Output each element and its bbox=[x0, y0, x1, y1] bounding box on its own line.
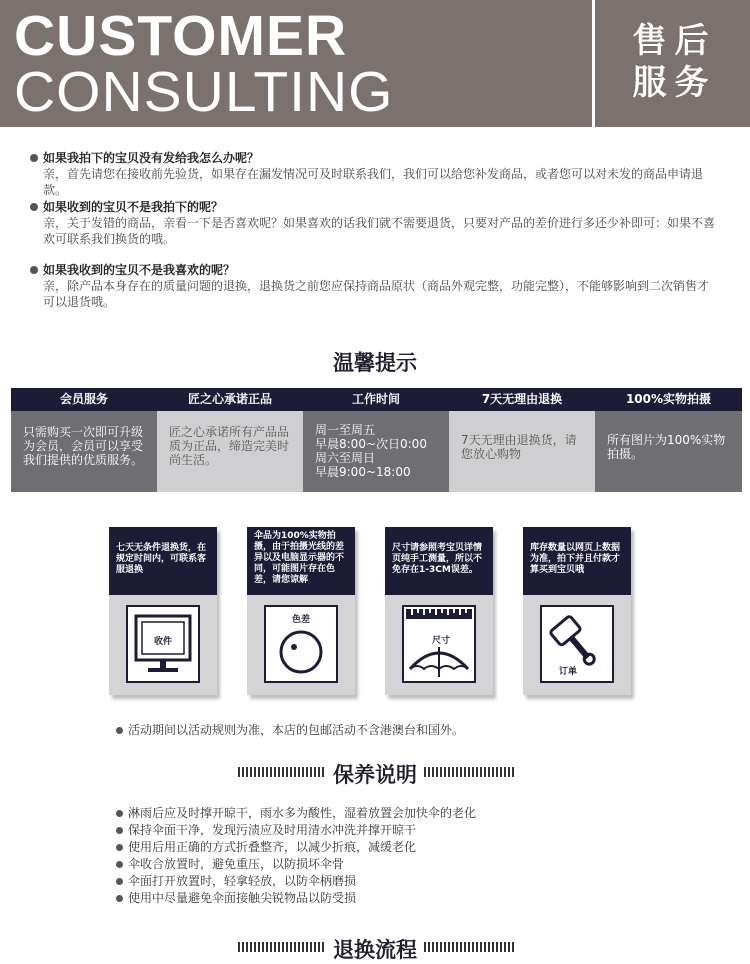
faq-item bbox=[30, 199, 720, 247]
tip-body: 7天无理由退换货，请您放心购物 bbox=[449, 411, 595, 492]
header-cn-line2: 服务 bbox=[632, 63, 717, 103]
tip-column bbox=[449, 388, 595, 492]
stamp-icon bbox=[540, 605, 614, 683]
card-text: 尺寸请参照考宝贝详情页纯手工测量，所以不免存在1-3CM误差。 bbox=[385, 527, 493, 595]
title-decoration-right bbox=[424, 767, 516, 777]
faq-question: 如果我拍下的宝贝没有发给我怎么办呢？ bbox=[30, 150, 720, 166]
tip-body: 匠之心承诺所有产品品质为正品，缔造完美时尚生活。 bbox=[157, 411, 303, 492]
faq-question: 如果我收到的宝贝不是我喜欢的呢？ bbox=[30, 262, 720, 278]
tip-body: 周一至周五 早晨8:00~次日0:00 周六至周日 早晨9:00~18:00 bbox=[303, 411, 449, 492]
tip-heading: 7天无理由退换 bbox=[449, 388, 595, 411]
header-cn-title bbox=[612, 20, 737, 104]
faq-answer: 亲，除产品本身存在的质量问题的退换，退换货之前您应保持商品原状（商品外观完整，功能完整），不能够影响到二次销售才可以退货哦。 bbox=[43, 279, 710, 309]
tip-column bbox=[11, 388, 157, 492]
card-text: 库存数量以网页上数据为准，拍下并且付款才算买到宝贝哦 bbox=[523, 527, 631, 595]
tips-title: 温馨提示 bbox=[333, 351, 417, 375]
info-card bbox=[523, 527, 631, 695]
card-icon-label: 收件 bbox=[154, 637, 173, 647]
info-card bbox=[109, 527, 217, 695]
tip-heading: 匠之心承诺正品 bbox=[157, 388, 303, 411]
card-text: 七天无条件退换货，在规定时间内，可联系客服退换 bbox=[109, 527, 217, 595]
tip-column bbox=[595, 388, 742, 492]
info-card bbox=[247, 527, 355, 695]
tip-column bbox=[157, 388, 303, 492]
tip-body: 所有图片为100%实物拍摄。 bbox=[595, 411, 742, 492]
header-title-line2: CONSULTING bbox=[14, 60, 394, 124]
care-item: 保持伞面干净，发现污渍应及时用清水冲洗并撑开晾干 bbox=[116, 822, 416, 839]
faq-question: 如果收到的宝贝不是我拍下的呢？ bbox=[30, 199, 720, 215]
info-card bbox=[385, 527, 493, 695]
care-item: 淋雨后应及时撑开晾干，雨水多为酸性，湿着放置会加快伞的老化 bbox=[116, 805, 476, 822]
exchange-title: 退换流程 bbox=[333, 938, 417, 962]
care-item: 伞收合放置时，避免重压，以防损坏伞骨 bbox=[116, 856, 344, 873]
header-banner bbox=[0, 0, 750, 127]
tip-body: 只需购买一次即可升级为会员，会员可以享受我们提供的优质服务。 bbox=[11, 411, 157, 492]
card-icon-label: 色差 bbox=[292, 615, 311, 625]
tip-heading: 100%实物拍摄 bbox=[595, 388, 742, 411]
card-icon-label: 尺寸 bbox=[432, 636, 451, 646]
header-title-line1: CUSTOMER bbox=[14, 4, 348, 68]
title-decoration-right bbox=[424, 942, 516, 952]
tips-table bbox=[11, 388, 742, 492]
monitor-icon bbox=[126, 605, 200, 683]
tip-column bbox=[303, 388, 449, 492]
card-text: 伞品为100%实物拍摄，由于拍摄光线的差异以及电脑显示器的不同，可能图片存在色差，请您谅解 bbox=[247, 527, 355, 595]
header-cn-line1: 售后 bbox=[632, 21, 717, 61]
care-title: 保养说明 bbox=[333, 763, 417, 787]
header-divider bbox=[592, 0, 595, 127]
faq-item bbox=[30, 150, 720, 198]
care-item: 使用中尽量避免伞面接触尖锐物品以防受损 bbox=[116, 890, 356, 907]
tip-heading: 工作时间 bbox=[303, 388, 449, 411]
umbrella-ruler-icon bbox=[402, 605, 476, 683]
faq-answer: 亲，首先请您在接收前先验货，如果存在漏发情况可及时联系我们，我们可以给您补发商品，或者您可以对未发的商品申请退款。 bbox=[43, 167, 704, 197]
faq-answer: 亲，关于发错的商品，亲看一下是否喜欢呢？如果喜欢的话我们就不需要退货，只要对产品的差价进行多还少补即可：如果不喜欢可联系我们换货的哦。 bbox=[43, 216, 716, 246]
care-item: 伞面打开放置时，轻拿轻放，以防伞柄磨损 bbox=[116, 873, 356, 890]
tip-heading: 会员服务 bbox=[11, 388, 157, 411]
color-difference-icon bbox=[264, 605, 338, 683]
activity-note: 活动期间以活动规则为准，本店的包邮活动不含港澳台和国外。 bbox=[116, 722, 464, 739]
care-item: 使用后用正确的方式折叠整齐，以减少折痕，减缓老化 bbox=[116, 839, 416, 856]
card-icon-label: 订单 bbox=[559, 667, 578, 677]
faq-item bbox=[30, 262, 720, 310]
